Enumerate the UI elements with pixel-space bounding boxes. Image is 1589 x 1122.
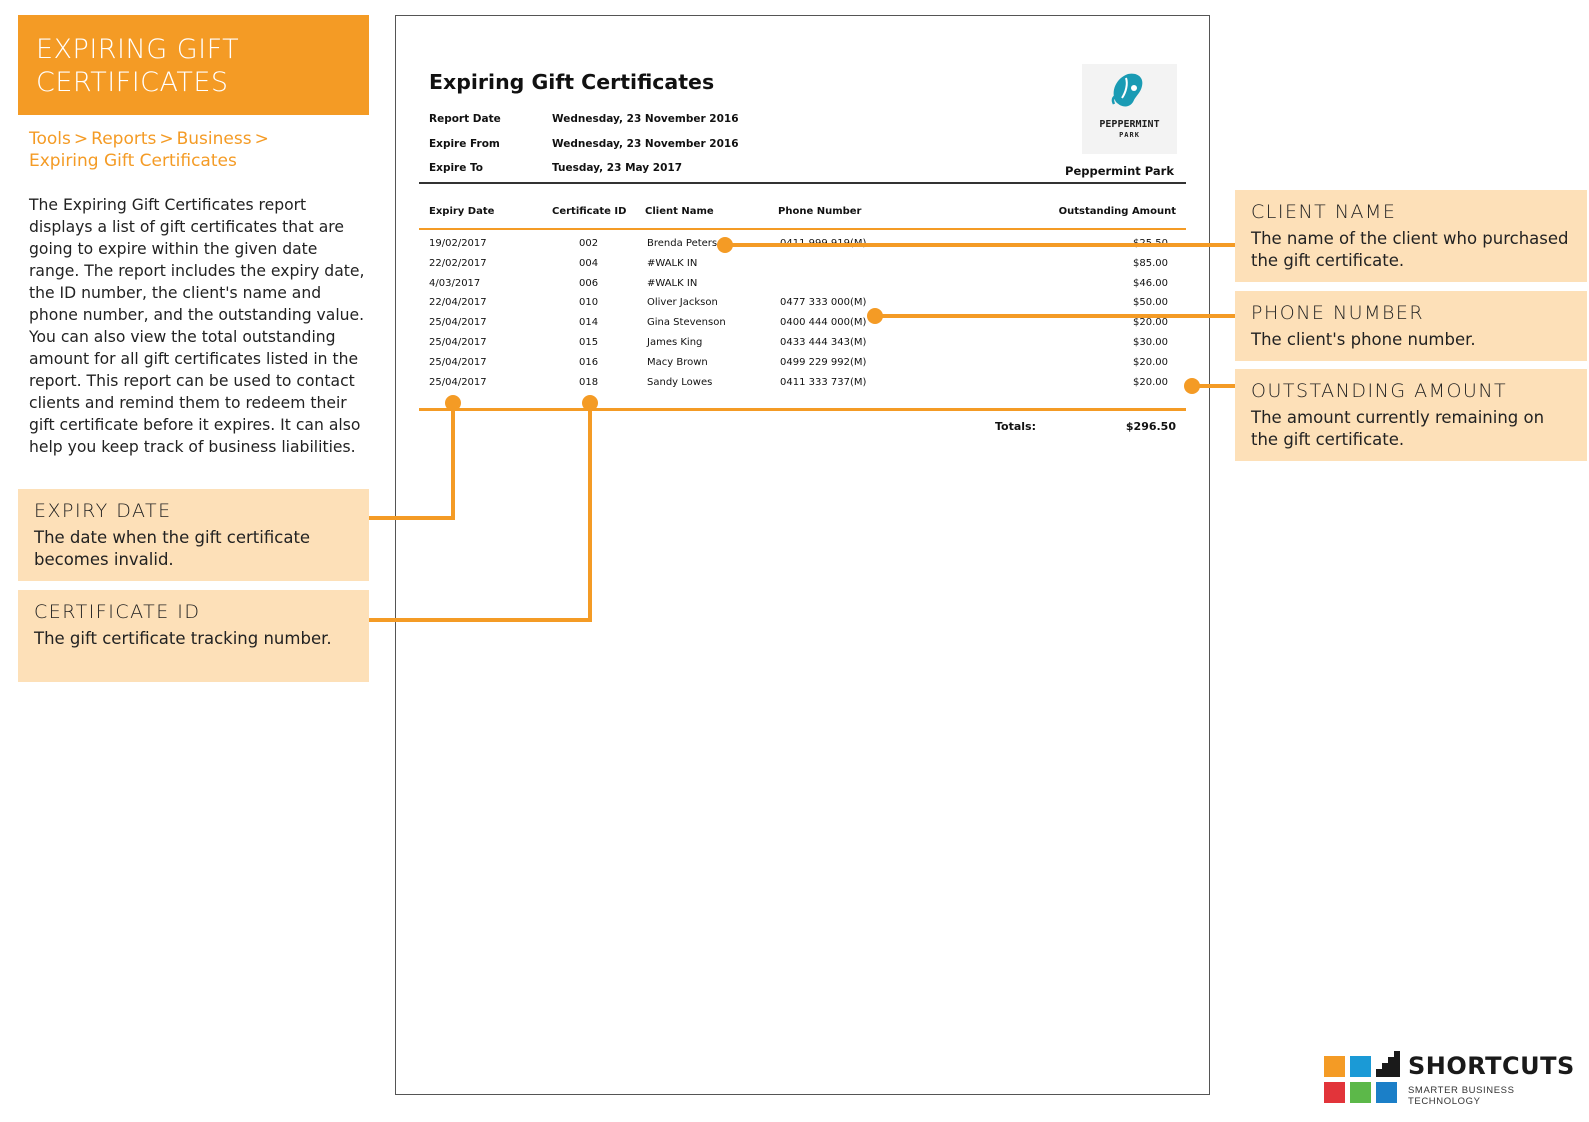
callout-certificate-id — [18, 590, 369, 682]
breadcrumb-item-tools: Tools — [29, 129, 71, 149]
callout-heading: OUTSTANDING AMOUNT — [1251, 380, 1508, 402]
cell-expiry-date: 25/04/2017 — [429, 337, 487, 348]
callout-expiry-date — [18, 489, 369, 581]
cell-client-name: Oliver Jackson — [647, 297, 718, 309]
company-logo — [1082, 64, 1177, 154]
cell-outstanding-amount: $20.00 — [1133, 317, 1168, 329]
callout-phone-number — [1235, 291, 1587, 361]
cell-client-name: James King — [647, 337, 703, 348]
callout-heading: PHONE NUMBER — [1251, 302, 1425, 324]
brand-square — [1350, 1056, 1371, 1077]
cell-outstanding-amount: $46.00 — [1133, 277, 1168, 289]
cell-expiry-date: 25/04/2017 — [429, 317, 487, 329]
table-footer-divider — [419, 408, 1186, 411]
cell-certificate-id: 010 — [579, 297, 599, 309]
table-header-divider — [419, 228, 1186, 230]
totals-value: $296.50 — [1125, 420, 1176, 433]
meta-label-report-date: Report Date — [429, 113, 501, 125]
cell-expiry-date: 4/03/2017 — [429, 277, 481, 289]
shortcuts-brand — [1324, 1050, 1584, 1110]
cell-expiry-date: 19/02/2017 — [429, 238, 487, 249]
cell-certificate-id: 018 — [579, 376, 599, 388]
cell-outstanding-amount: $30.00 — [1133, 337, 1168, 348]
cell-client-name: Sandy Lowes — [647, 376, 713, 388]
cell-certificate-id: 015 — [579, 337, 599, 348]
report-description: The Expiring Gift Certificates report displays a list of gift certificates that are going to expire within the given date range. The report includes the expiry date, the ID number, the client's name and phone number, and the outstanding value. You can also view the total outstanding amount for all gift certificates listed in the report. This report can be used to contact clients and remind them to redeem their gift certificate before it expires. It can also help you keep track of business liabilities. — [29, 196, 365, 456]
cell-expiry-date: 22/04/2017 — [429, 297, 487, 309]
column-header-expiry-date: Expiry Date — [429, 206, 495, 217]
column-header-client-name: Client Name — [645, 206, 714, 217]
peppermint-leaf-icon — [1082, 64, 1177, 120]
callout-body: The amount currently remaining on the gift certificate. — [1251, 408, 1545, 449]
report-page — [395, 15, 1210, 1095]
callout-heading: EXPIRY DATE — [34, 500, 172, 522]
totals-label: Totals: — [995, 420, 1036, 433]
cell-certificate-id: 014 — [579, 317, 599, 329]
callout-body: The client's phone number. — [1251, 330, 1476, 349]
cell-certificate-id: 004 — [579, 257, 599, 269]
breadcrumb-separator: > — [73, 129, 89, 149]
breadcrumb-separator: > — [254, 129, 269, 149]
cell-expiry-date: 25/04/2017 — [429, 376, 487, 388]
brand-tagline: SMARTER BUSINESS TECHNOLOGY — [1408, 1085, 1515, 1107]
breadcrumb — [29, 128, 359, 172]
breadcrumb-item-business: Business — [176, 129, 252, 149]
cell-certificate-id: 002 — [579, 238, 599, 249]
brand-square — [1324, 1082, 1345, 1103]
callout-body: The gift certificate tracking number. — [34, 629, 332, 648]
callout-heading: CLIENT NAME — [1251, 201, 1397, 223]
callout-client-name — [1235, 190, 1587, 282]
brand-name: SHORTCUTS — [1408, 1052, 1575, 1080]
cell-client-name: Macy Brown — [647, 356, 708, 368]
logo-subtext: PARK — [1119, 131, 1140, 139]
column-header-phone-number: Phone Number — [778, 206, 862, 217]
cell-client-name: Brenda Peters — [647, 238, 718, 249]
column-header-outstanding-amount: Outstanding Amount — [1058, 206, 1176, 217]
header-divider — [419, 182, 1186, 184]
section-title-line2: CERTIFICATES — [36, 67, 229, 98]
cell-phone-number: 0477 333 000(M) — [780, 297, 867, 309]
breadcrumb-item-expiring-gift-certificates: Expiring Gift Certificates — [29, 151, 237, 171]
cell-expiry-date: 25/04/2017 — [429, 356, 487, 368]
cell-phone-number: 0400 444 000(M) — [780, 317, 867, 329]
report-title: Expiring Gift Certificates — [429, 70, 715, 94]
cell-outstanding-amount: $50.00 — [1133, 297, 1168, 309]
cell-phone-number: 0411 999 919(M) — [780, 238, 867, 249]
callout-heading: CERTIFICATE ID — [34, 601, 201, 623]
meta-label-expire-to: Expire To — [429, 162, 483, 174]
breadcrumb-separator: > — [159, 129, 174, 149]
cell-outstanding-amount: $20.00 — [1133, 356, 1168, 368]
meta-value-expire-to: Tuesday, 23 May 2017 — [552, 162, 683, 174]
cell-outstanding-amount: $25.50 — [1133, 238, 1168, 249]
callout-body: The date when the gift certificate becomes invalid. — [34, 528, 311, 569]
cell-expiry-date: 22/02/2017 — [429, 257, 487, 269]
section-title-line1: EXPIRING GIFT — [36, 34, 240, 65]
brand-square — [1350, 1082, 1371, 1103]
stairs-icon — [1376, 1050, 1400, 1078]
cell-phone-number: 0499 229 992(M) — [780, 356, 867, 368]
breadcrumb-item-reports: Reports — [91, 129, 157, 149]
column-header-certificate-id: Certificate ID — [552, 206, 627, 217]
meta-label-expire-from: Expire From — [429, 138, 500, 150]
cell-client-name: Gina Stevenson — [647, 317, 726, 329]
cell-client-name: #WALK IN — [647, 257, 698, 269]
cell-phone-number: 0433 444 343(M) — [780, 337, 867, 348]
company-name: Peppermint Park — [1065, 164, 1174, 178]
cell-certificate-id: 016 — [579, 356, 599, 368]
cell-client-name: #WALK IN — [647, 277, 698, 289]
callout-body: The name of the client who purchased the gift certificate. — [1251, 229, 1569, 270]
callout-outstanding-amount — [1235, 369, 1587, 461]
cell-outstanding-amount: $85.00 — [1133, 257, 1168, 269]
brand-square — [1324, 1056, 1345, 1077]
section-title-block — [18, 15, 369, 115]
logo-text: PEPPERMINT — [1099, 119, 1160, 130]
meta-value-report-date: Wednesday, 23 November 2016 — [552, 113, 739, 125]
cell-phone-number: 0411 333 737(M) — [780, 376, 867, 388]
cell-outstanding-amount: $20.00 — [1133, 376, 1168, 388]
meta-value-expire-from: Wednesday, 23 November 2016 — [552, 138, 739, 150]
brand-square — [1376, 1082, 1397, 1103]
cell-certificate-id: 006 — [579, 277, 599, 289]
